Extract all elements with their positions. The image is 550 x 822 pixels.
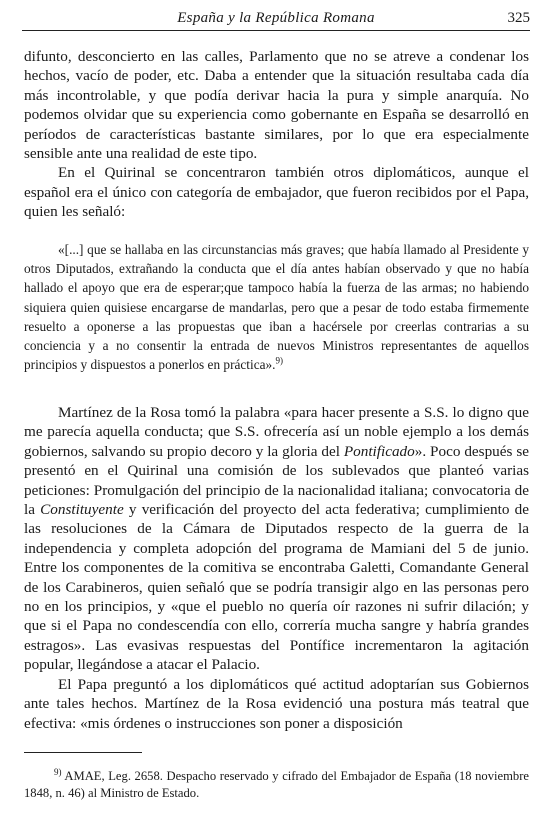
body-text-top [24, 47, 529, 222]
footnote-text: AMAE, Leg. 2658. Despacho reservado y cifrado del Embajador de España (18 noviembre 1848, n. 46) al Ministro de Estado. [24, 769, 529, 800]
paragraph-3-part-e: y verificación del proyecto del acta federativa; cumplimiento de las resoluciones de la Cámara de Diputados respecto de la guerra de la independencia y completa adopción del programa de Mamiani del 5 de junio. Entre los componentes de la comitiva se encontraba Galetti, Comandante General de los Carabineros, quien señaló que se podría transigir algo en las personas pero no en los principios, y «que el pueblo no quería oír razones ni sufrir dilación; y que si el Papa no condescendía con ello, correría mucha sangre y habría grandes estragos». Las evasivas respuestas del Pontífice incrementaron la agitación popular, llegándose a atacar el Palacio. [24, 501, 529, 674]
paragraph-4: El Papa preguntó a los diplomáticos qué actitud adoptarían sus Gobiernos ante tales hechos. Martínez de la Rosa evidenció una postura más teatral que efectiva: «mis órdenes o instrucciones son poner a disposición [24, 675, 529, 732]
paragraph-3-part-a: Martínez de la Rosa tomó la palabra «para hacer presente a S.S. lo digno que me parecía aquella conducta; que S.S. ofrecería así un noble ejemplo a los demás gobiernos, salvando su propio decoro y la gloria del [24, 404, 529, 460]
paragraph-2: En el Quirinal se concentraron también otros diplomáticos, aunque el español era el único con categoría de embajador, que fueron recibidos por el Papa, quien les señaló: [24, 164, 529, 221]
body-text-bottom [24, 403, 529, 733]
footnote-marker: 9) [54, 766, 62, 777]
quote-text: «[...] que se hallaba en las circunstancias más graves; que había llamado al Presidente y otros Diputados, extrañando la conducta que el día antes habían observado y que no había hallado el apoyo que era de esperar;que tampoco había la fuerza de las armas; no habiendo siquiera quien quisiese encargarse de mandarlas, pero que a pesar de todo estaba firmemente resuelto a oponerse a las propuestas que iban a hacérsele por creerlas contrarias a su conciencia y a no consentir la entrada de nuevos Ministros representantes de aquellos principios y dispuestos a ponerlos en práctica». [24, 242, 529, 373]
paragraph-3-part-c: ». Poco después se presentó en el Quirinal una comisión de los sublevados que planteó varias peticiones: Promulgación del principio de la nacionalidad italiana; convocatoria de la [24, 442, 529, 519]
quote-footnote-ref: 9) [275, 355, 283, 366]
paragraph-3 [24, 403, 529, 675]
page-number: 325 [507, 10, 530, 26]
paragraph-1: difunto, desconcierto en las calles, Parlamento que no se atreve a condenar los hechos, vacío de poder, etc. Daba a entender que la situación resultaba cada día más incontrolable, y que podía derivar hacia la pura y simple anarquía. No podemos olvidar que su experiencia como gobernante en España se desarrolló en períodos de características bastante similares, por lo que era especialmente sensible ante una realidad de este tipo. [24, 48, 529, 163]
running-title: España y la República Romana [177, 10, 375, 26]
footnote [24, 768, 529, 802]
pontificado-italic: Pontificado [343, 442, 415, 460]
running-header [22, 8, 530, 31]
block-quote [24, 240, 529, 374]
constituyente-italic: Constituyente [40, 501, 124, 519]
footnote-divider [24, 752, 142, 753]
